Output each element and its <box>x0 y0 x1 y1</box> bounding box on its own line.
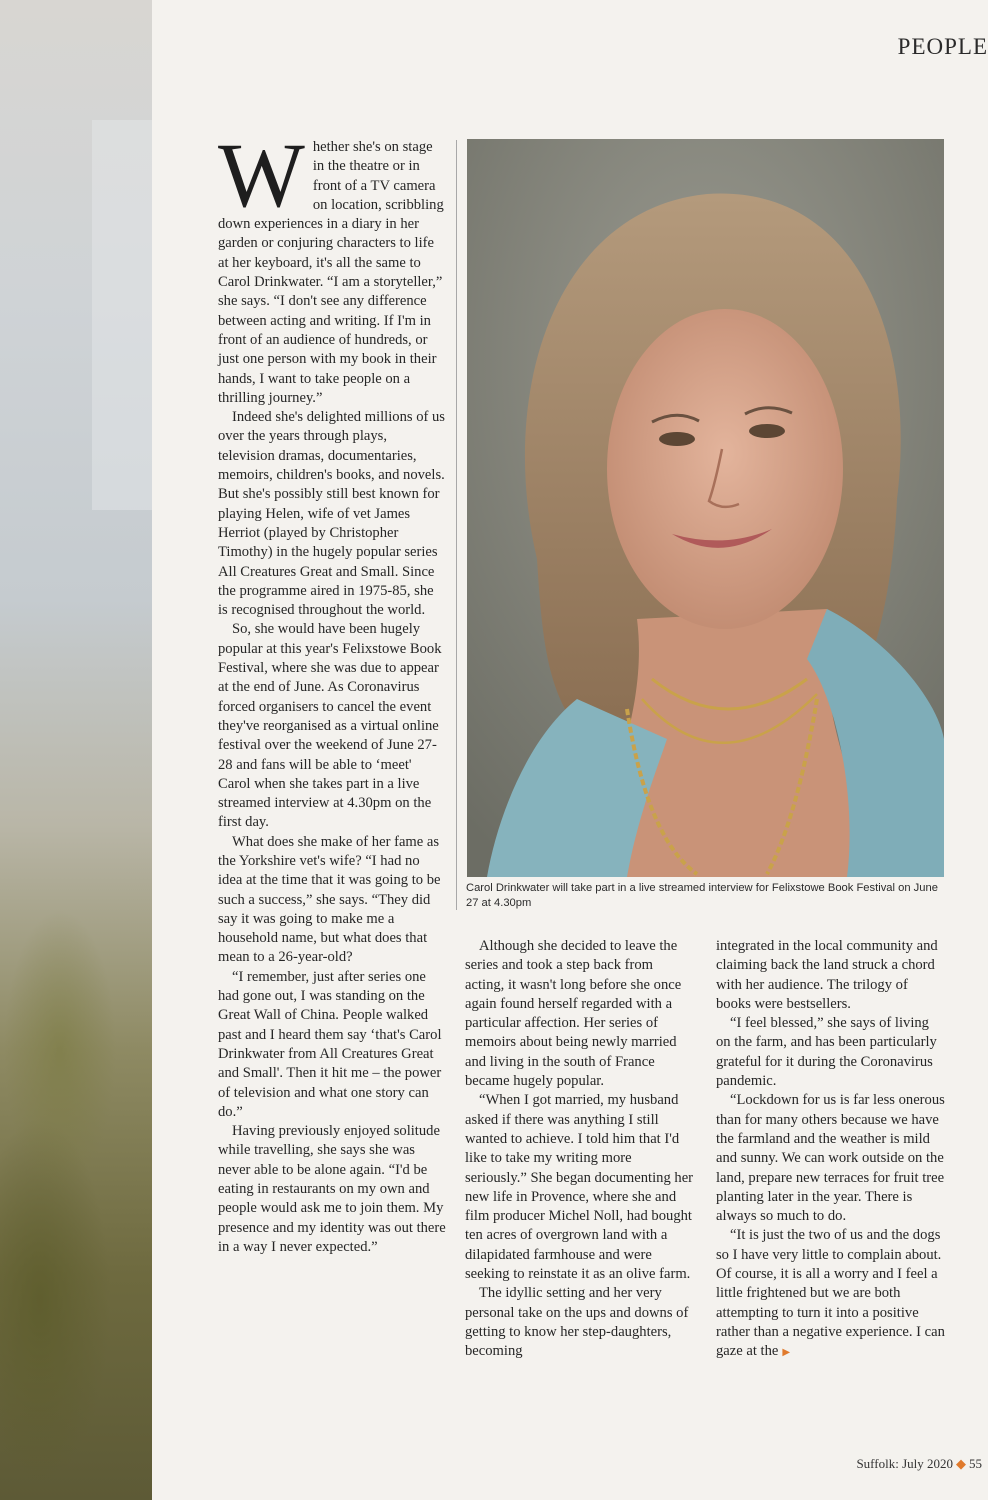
section-label: PEOPLE <box>897 34 988 59</box>
paragraph-continued: “It is just the two of us and the dogs so I have very little to complain about. Of course, it is all a worry and I feel a little frightened but we are both attempting to turn it into a positive rather than a negative experience. I can gaze at the ▶ <box>716 1227 945 1360</box>
column-divider <box>456 140 457 910</box>
article-column-3 <box>716 937 946 1363</box>
paragraph: “When I got married, my husband asked if there was anything I still wanted to achieve. I told him that I'd like to take my writing more seriously.” She began documenting her new life in Provence, where she and film producer Michel Noll, had bought ten acres of overgrown land with a dilapidated farmhouse and were seeking to reinstate it as an olive farm. <box>465 1092 694 1283</box>
diamond-icon: ◆ <box>956 1456 966 1471</box>
continue-arrow-icon: ▶ <box>782 1347 791 1359</box>
photo-caption: Carol Drinkwater will take part in a live streamed interview for Felixstowe Book Festival on June 27 at 4.30pm <box>466 882 938 909</box>
background-photo-panel <box>92 120 152 510</box>
background-photo-strip <box>0 0 152 1500</box>
paragraph: “I feel blessed,” she says of living on the farm, and has been particularly grateful for it during the Coronavirus pandemic. <box>716 1015 937 1090</box>
paragraph: integrated in the local community and claiming back the land struck a chord with her audience. The trilogy of books were bestsellers. <box>716 938 938 1012</box>
paragraph: Although she decided to leave the series and took a step back from acting, it wasn't long before she once again found herself regarded with a particular affection. Her series of memoirs about being newly married and living in the south of France became hugely popular. <box>465 938 682 1090</box>
article-column-2 <box>465 937 695 1362</box>
publication-name: Suffolk: July 2020 <box>856 1456 953 1471</box>
drop-cap: W <box>218 124 305 226</box>
paragraph: “I remember, just after series one had gone out, I was standing on the Great Wall of China. People walked past and I heard them say ‘that's Carol Drinkwater from All Creatures Great and Small'. Then it hit me – the power of television and what one story can do.” <box>218 968 442 1120</box>
paragraph: Having previously enjoyed solitude while travelling, she says she was never able to be alone again. “I'd be eating in restaurants on my own and people would ask me to join them. My presence and my identity was out there in a way I never expected.” <box>218 1123 446 1255</box>
article-column-1 <box>218 124 446 1257</box>
paragraph: What does she make of her fame as the Yorkshire vet's wife? “I had no idea at the time that it was going to be such a success,” she says. “They did say it was going to make me a household name, but what does that mean to a 26-year-old? <box>218 833 441 966</box>
paragraph: So, she would have been hugely popular at this year's Felixstowe Book Festival, where she was due to appear at the end of June. As Coronavirus forced organisers to cancel the event they've reorganised as a virtual online festival over the weekend of June 27-28 and fans will be able to ‘meet' Carol when she takes part in a live streamed interview at 4.30pm on the first day. <box>218 621 442 831</box>
portrait-photo <box>467 139 944 877</box>
page-footer <box>856 1456 982 1472</box>
paragraph: Indeed she's delighted millions of us over the years through plays, television dramas, documentaries, memoirs, children's books, and novels. But she's possibly still best known for playing Helen, wife of vet James Herriot (played by Christopher Timothy) in the hugely popular series All Creatures Great and Small. Since the programme aired in 1975-85, she is recognised throughout the world. <box>218 409 445 619</box>
paragraph: The idyllic setting and her very personal take on the ups and downs of getting to know her step-daughters, becoming <box>465 1285 689 1360</box>
page-number: 55 <box>969 1456 982 1471</box>
opening-paragraph: Whether she's on stage in the theatre or in front of a TV camera on location, scribbling down experiences in a diary in her garden or conjuring characters to life at her keyboard, it's all the same to Carol Drinkwater. “I am a storyteller,” she says. “I don't see any difference between acting and writing. If I'm in front of an audience of hundreds, or just one person with my book in their hands, I want to take people on a thrilling journey.” <box>218 124 444 406</box>
paragraph: “Lockdown for us is far less onerous than for many others because we have the farmland and the weather is mild and sunny. We can work outside on the land, prepare new terraces for fruit tree planting later in the year. There is always so much to do. <box>716 1092 945 1225</box>
